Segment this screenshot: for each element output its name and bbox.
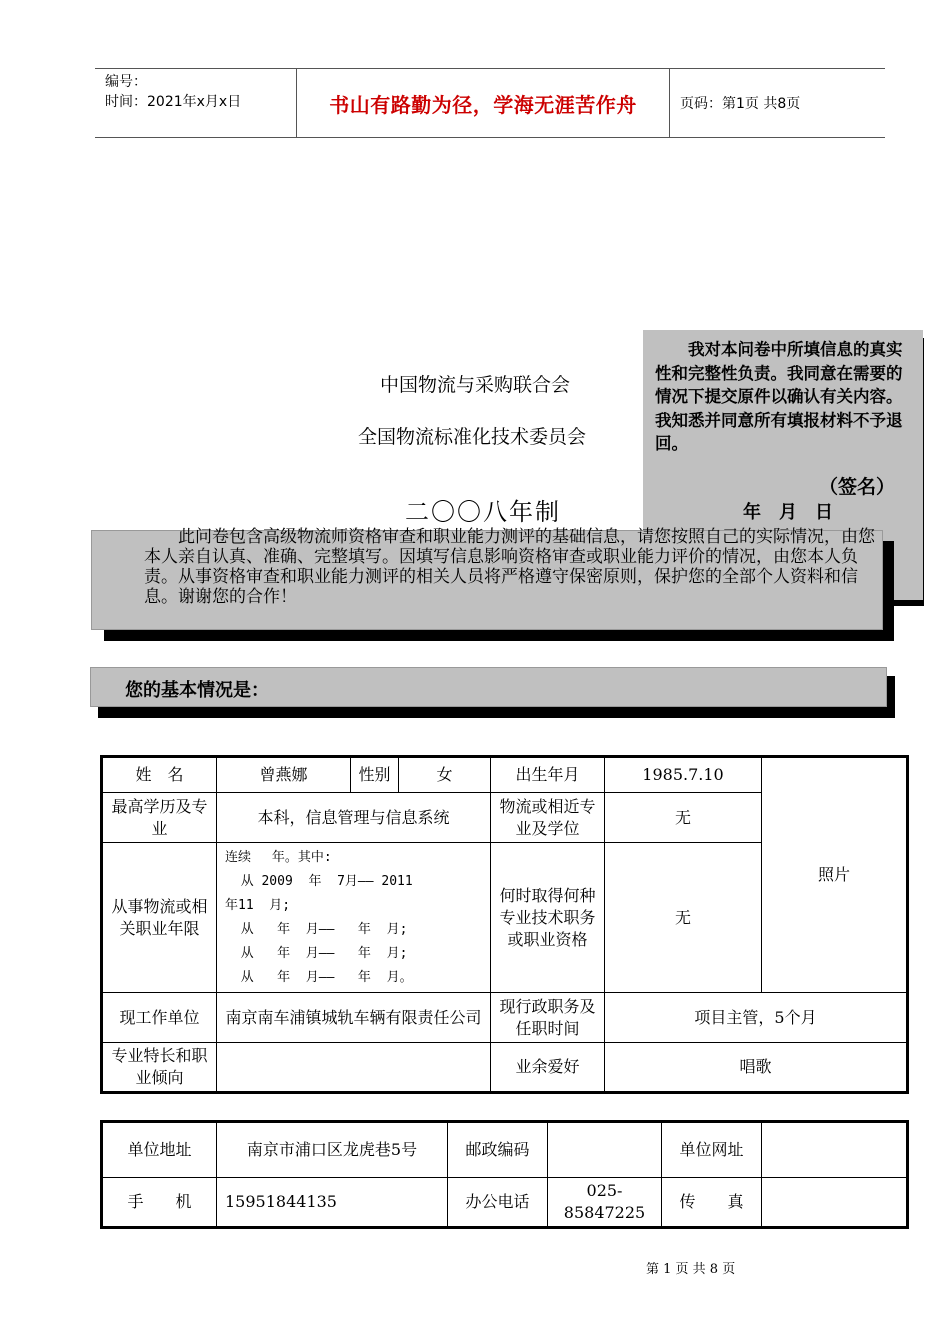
declaration-text: 我对本问卷中所填信息的真实性和完整性负责。我同意在需要的情况下提交原件以确认有关内容。我知悉并同意所有填报材料不予退回。	[655, 340, 903, 453]
header-meta	[95, 69, 297, 137]
header-page-cell	[670, 69, 885, 137]
years-line: 连续 年。其中:	[225, 849, 332, 865]
office-value[interactable]: 025-85847225	[548, 1178, 662, 1228]
serial-label: 编号：	[105, 74, 147, 90]
major-label: 物流或相近专业及学位	[491, 793, 605, 843]
position-value[interactable]: 项目主管，5个月	[605, 993, 908, 1043]
office-label: 办公电话	[448, 1178, 548, 1228]
org-name-2: 全国物流标准化技术委员会	[358, 426, 587, 448]
basic-info-label: 您的基本情况是：	[125, 680, 269, 701]
hobby-label: 业余爱好	[491, 1043, 605, 1093]
work-value[interactable]: 南京南车浦镇城轨车辆有限责任公司	[217, 993, 491, 1043]
footer-page: 第 1 页 共 8 页	[646, 1262, 736, 1277]
edu-label: 最高学历及专业	[102, 793, 217, 843]
basic-info-bar	[90, 667, 887, 707]
name-label: 姓 名	[102, 757, 217, 793]
birth-label: 出生年月	[491, 757, 605, 793]
edu-value[interactable]: 本科，信息管理与信息系统	[217, 793, 491, 843]
years-line: 年11 月;	[225, 897, 291, 913]
position-label: 现行政职务及任职时间	[491, 993, 605, 1043]
address-value[interactable]: 南京市浦口区龙虎巷5号	[217, 1122, 448, 1178]
fax-value[interactable]	[762, 1178, 908, 1228]
hobby-value[interactable]: 唱歌	[605, 1043, 908, 1093]
photo-cell[interactable]: 照片	[762, 757, 908, 993]
zip-value[interactable]	[548, 1122, 662, 1178]
qual-label: 何时取得何种专业技术职务或职业资格	[491, 843, 605, 993]
basic-info-table	[100, 755, 909, 1094]
website-label: 单位网址	[662, 1122, 762, 1178]
gender-label: 性别	[351, 757, 399, 793]
header-motto-cell	[297, 69, 670, 137]
declaration-sign: （签名）	[819, 476, 896, 498]
specialty-value[interactable]	[217, 1043, 491, 1093]
years-line: 从 年 月—— 年 月;	[225, 945, 408, 961]
mobile-value[interactable]: 15951844135	[217, 1178, 448, 1228]
years-line: 从 年 月—— 年 月。	[225, 969, 413, 985]
years-line: 从 2009 年 7月—— 2011	[225, 873, 413, 889]
address-label: 单位地址	[102, 1122, 217, 1178]
specialty-label: 专业特长和职业倾向	[102, 1043, 217, 1093]
intro-text: 此问卷包含高级物流师资格审查和职业能力测评的基础信息，请您按照自己的实际情况，由您本人亲自认真、准确、完整填写。因填写信息影响资格审查或职业能力评价的情况，由您本人负责。从事资格审查和职业能力测评的相关人员将严格遵守保密原则，保护您的全部个人资料和信息。谢谢您的合作！	[144, 527, 875, 607]
header-page-info: 页码：第1页 共8页	[680, 96, 801, 112]
name-value[interactable]: 曾燕娜	[217, 757, 351, 793]
org-name-1: 中国物流与采购联合会	[380, 374, 571, 396]
zip-label: 邮政编码	[448, 1122, 548, 1178]
qual-value[interactable]: 无	[605, 843, 762, 993]
gender-value[interactable]: 女	[399, 757, 491, 793]
years-line: 从 年 月—— 年 月;	[225, 921, 408, 937]
work-label: 现工作单位	[102, 993, 217, 1043]
birth-value[interactable]: 1985.7.10	[605, 757, 762, 793]
page-header	[95, 68, 885, 138]
website-value[interactable]	[762, 1122, 908, 1178]
mobile-label: 手 机	[102, 1178, 217, 1228]
year-made: 二〇〇八年制	[405, 498, 561, 526]
years-value[interactable]	[217, 843, 491, 993]
contact-table	[100, 1120, 909, 1229]
fax-label: 传 真	[662, 1178, 762, 1228]
header-time: 时间：2021年x月x日	[105, 94, 242, 110]
major-value[interactable]: 无	[605, 793, 762, 843]
declaration-date: 年 月 日	[743, 502, 833, 523]
years-label: 从事物流或相关职业年限	[102, 843, 217, 993]
header-motto: 书山有路勤为径，学海无涯苦作舟	[329, 92, 637, 117]
intro-box	[91, 527, 883, 630]
